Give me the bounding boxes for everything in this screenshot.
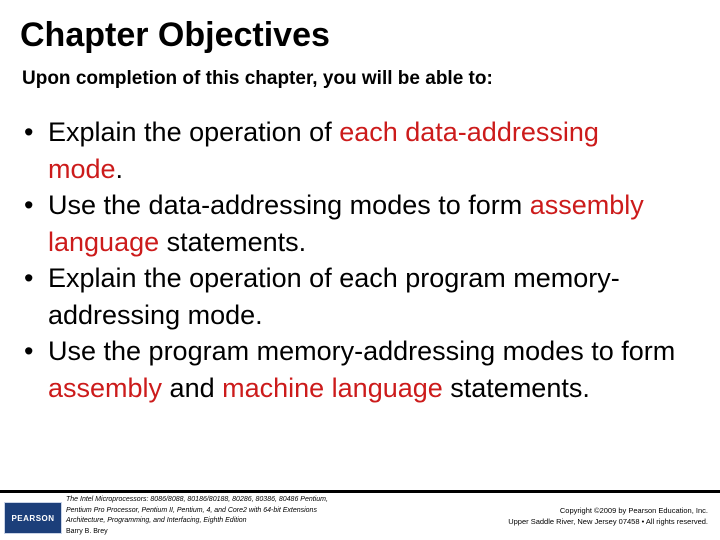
objective-item [24,333,714,406]
copyright-line: Upper Saddle River, New Jersey 07458 • All rights reserved. [508,516,708,526]
slide-title: Chapter Objectives [20,16,330,54]
objective-highlight: each data-addressing [339,117,599,147]
objective-text: and [162,372,223,403]
objective-item [24,114,714,187]
book-title-line: Pentium Pro Processor, Pentium II, Pentium, 4, and Core2 with 64-bit Extensions [66,506,317,514]
objective-text: Use the program memory-addressing modes to form [48,336,676,366]
copyright-notice [508,506,708,527]
book-title-line: The Intel Microprocessors: 8086/8088, 80186/80188, 80286, 80386, 80486 Pentium, [66,496,328,503]
objective-highlight: machine language [222,372,443,403]
objective-highlight: assembly language [48,190,644,257]
bullet-icon: • [24,117,34,147]
objective-text: Explain the operation of [48,117,340,147]
footer-divider [0,490,720,493]
bullet-icon: • [24,336,34,366]
book-title-line: Architecture, Programming, and Interfacing, Eighth Edition [66,517,247,524]
objective-text: statements. [159,226,307,257]
objective-text: statements. [442,372,590,403]
bullet-icon: • [24,190,34,220]
logo-text: PEARSON [11,513,55,523]
pearson-logo [4,502,62,534]
objective-text: Use the data-addressing modes to form [48,190,530,220]
slide-footer [0,490,720,540]
objective-text: . [115,153,124,184]
objective-text: Explain the operation of each program memory-addressing mode. [48,263,620,330]
book-author: Barry B. Brey [66,527,108,535]
slide-subtitle: Upon completion of this chapter, you will be able to: [22,68,493,89]
objectives-list [24,114,714,406]
objective-item [24,260,714,333]
objective-highlight: assembly [48,372,163,403]
objective-highlight: mode [48,153,116,184]
book-citation [66,495,366,537]
copyright-line: Copyright ©2009 by Pearson Education, Inc. [559,506,708,515]
objective-item [24,187,714,260]
bullet-icon: • [24,263,34,293]
